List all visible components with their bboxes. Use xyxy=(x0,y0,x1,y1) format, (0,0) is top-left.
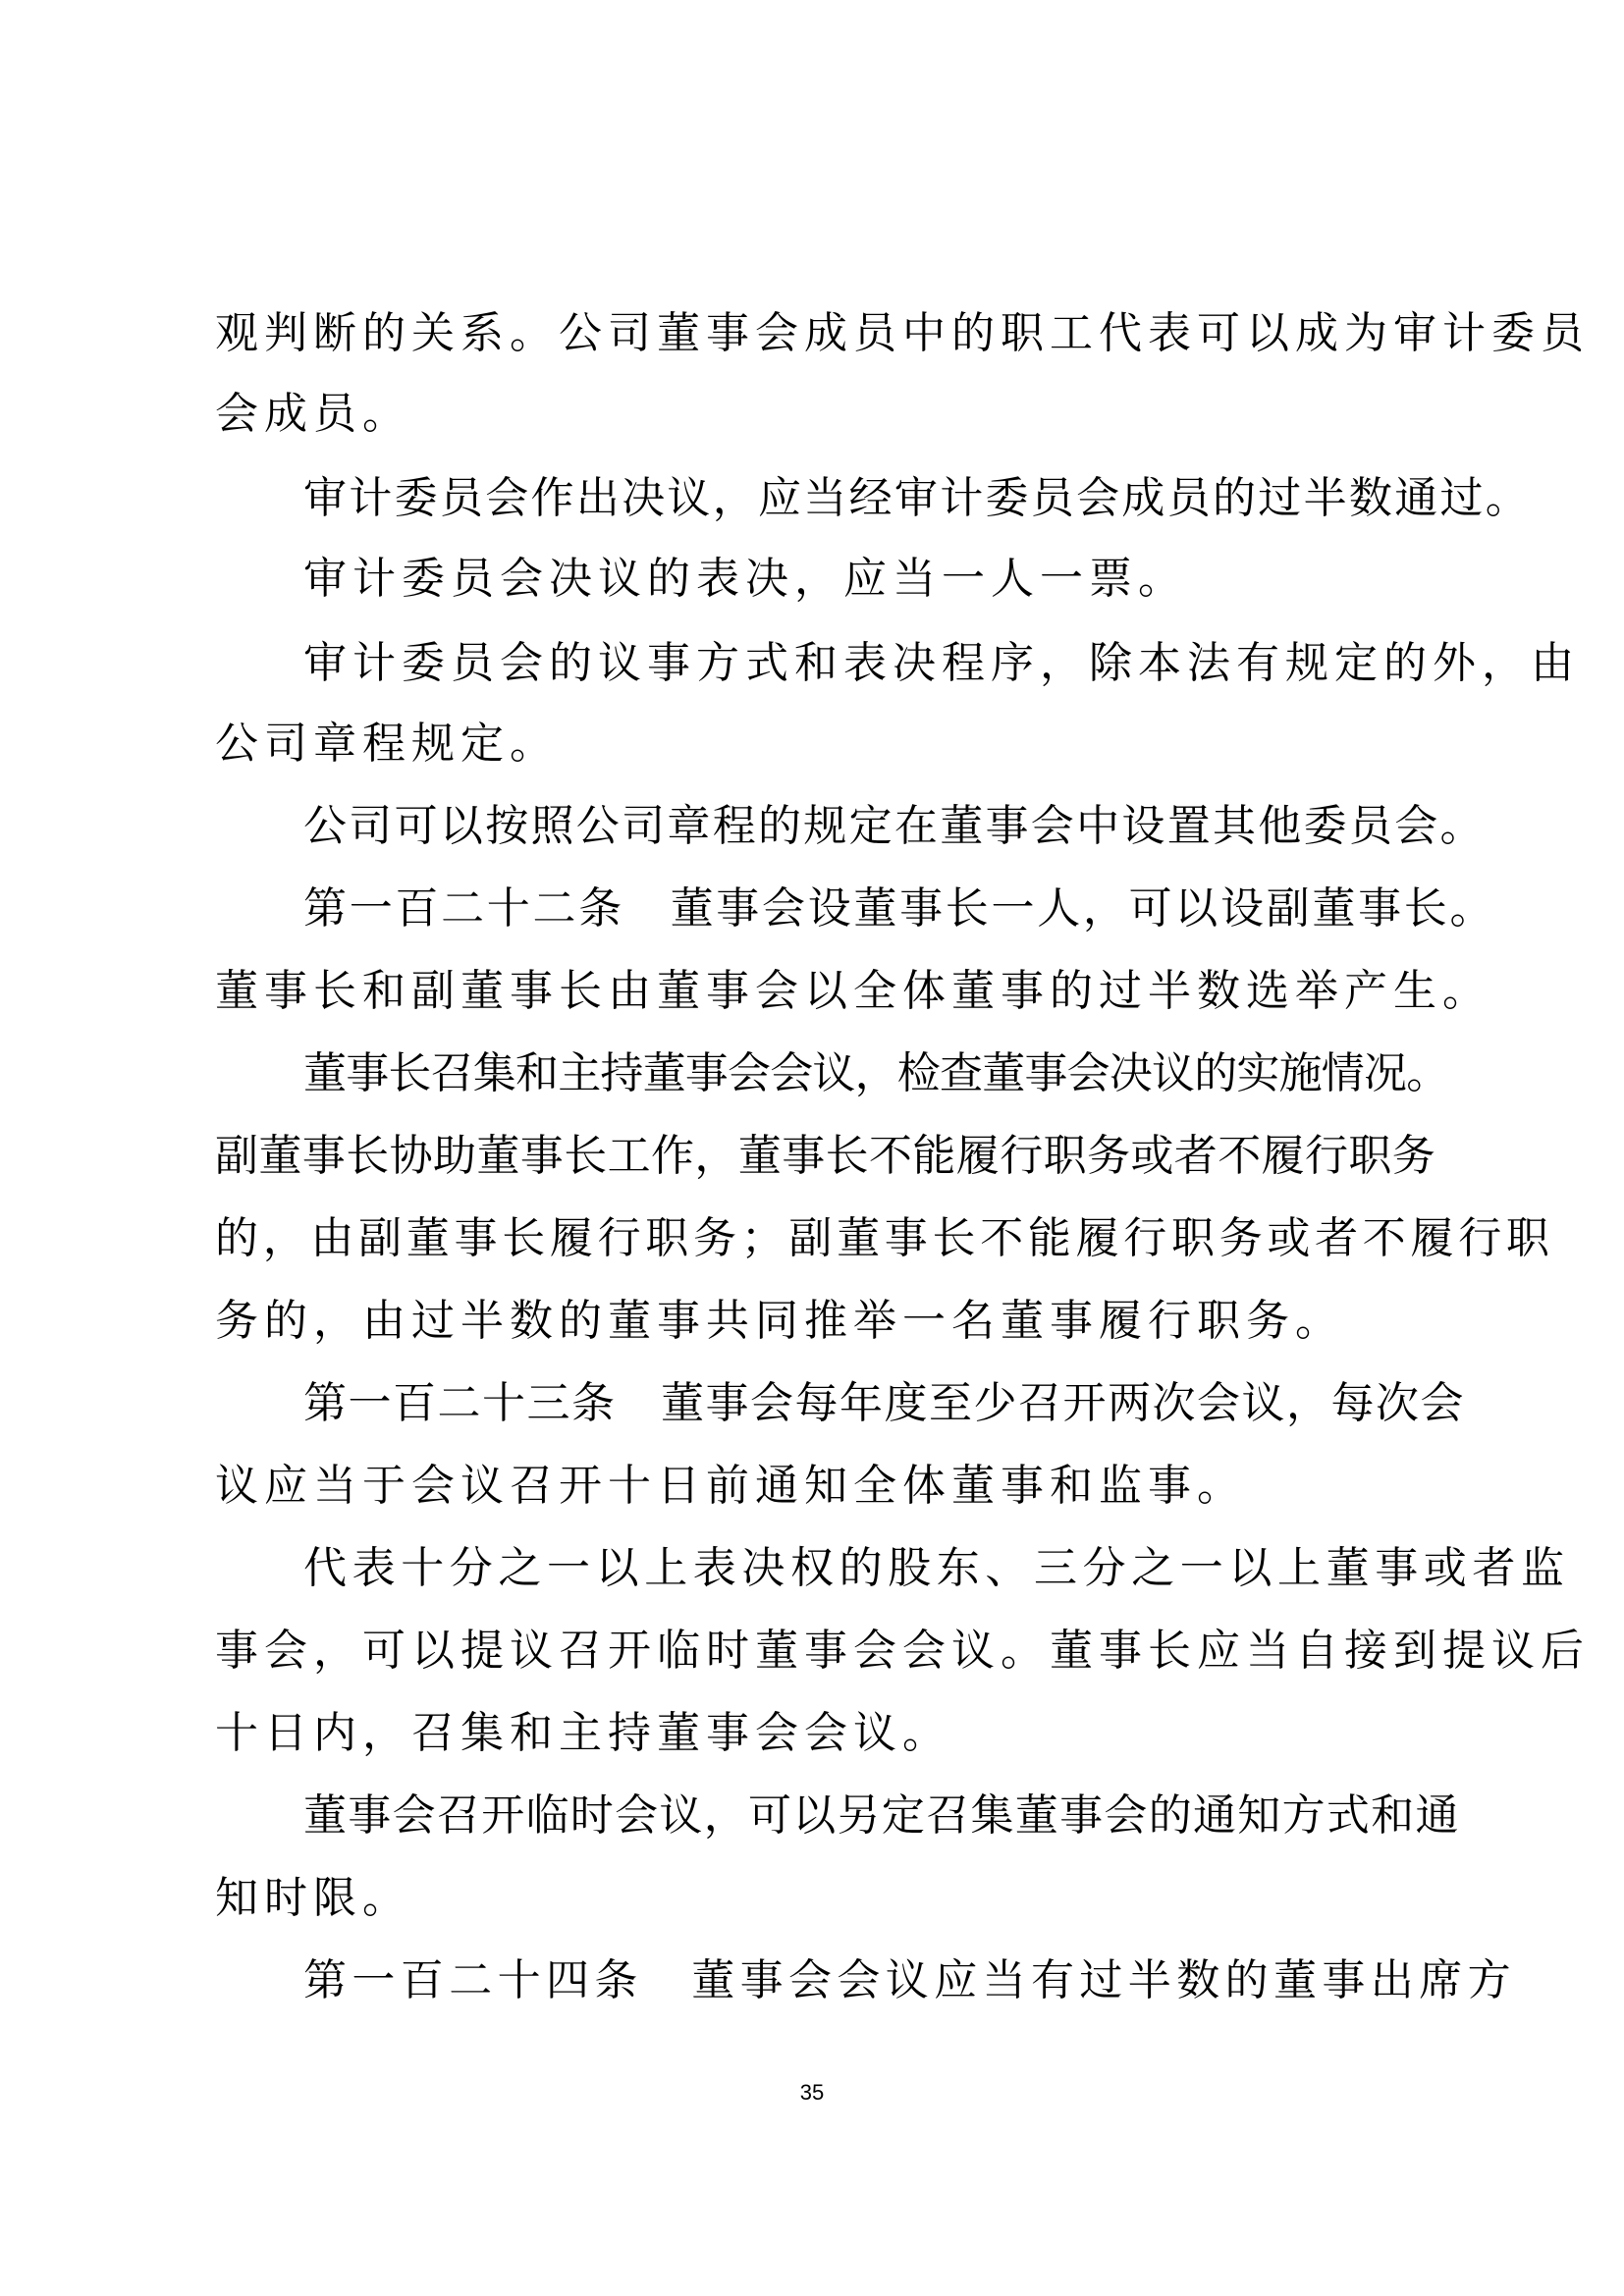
text-line-4: 审计委员会决议的表决，应当一人一票。 xyxy=(303,554,1187,604)
text-line-10: 董事长召集和主持董事会会议，检查董事会决议的实施情况。 xyxy=(303,1048,1449,1098)
text-line-15: 议应当于会议召开十日前通知全体董事和监事。 xyxy=(215,1461,1246,1511)
text-line-6: 公司章程规定。 xyxy=(215,719,559,769)
text-line-14: 第一百二十三条 董事会每年度至少召开两次会议，每次会 xyxy=(303,1378,1465,1428)
text-line-1: 观判断的关系。公司董事会成员中的职工代表可以成为审计委员 xyxy=(215,308,1590,358)
text-line-20: 知时限。 xyxy=(215,1873,411,1923)
text-line-3: 审计委员会作出决议，应当经审计委员会成员的过半数通过。 xyxy=(303,473,1532,523)
text-line-7: 公司可以按照公司章程的规定在董事会中设置其他委员会。 xyxy=(303,801,1486,851)
text-line-17: 事会，可以提议召开临时董事会会议。董事长应当自接到提议后 xyxy=(215,1626,1590,1676)
text-line-19: 董事会召开临时会议，可以另定召集董事会的通知方式和通 xyxy=(303,1790,1460,1841)
text-line-16: 代表十分之一以上表决权的股东、三分之一以上董事或者监 xyxy=(303,1543,1570,1593)
text-line-2: 会成员。 xyxy=(215,389,411,439)
text-line-13: 务的，由过半数的董事共同推举一名董事履行职务。 xyxy=(215,1296,1344,1346)
text-line-5: 审计委员会的议事方式和表决程序，除本法有规定的外，由 xyxy=(303,638,1580,688)
text-line-8: 第一百二十二条 董事会设董事长一人，可以设副董事长。 xyxy=(303,883,1496,934)
text-line-18: 十日内，召集和主持董事会会议。 xyxy=(215,1708,951,1758)
text-line-9: 董事长和副董事长由董事会以全体董事的过半数选举产生。 xyxy=(215,966,1491,1016)
text-line-11: 副董事长协助董事长工作，董事长不能履行职务或者不履行职务 xyxy=(215,1131,1436,1181)
text-line-12: 的，由副董事长履行职务；副董事长不能履行职务或者不履行职 xyxy=(215,1213,1554,1263)
page-number: 35 xyxy=(799,2080,825,2105)
text-line-21: 第一百二十四条 董事会会议应当有过半数的董事出席方 xyxy=(303,1955,1516,2005)
